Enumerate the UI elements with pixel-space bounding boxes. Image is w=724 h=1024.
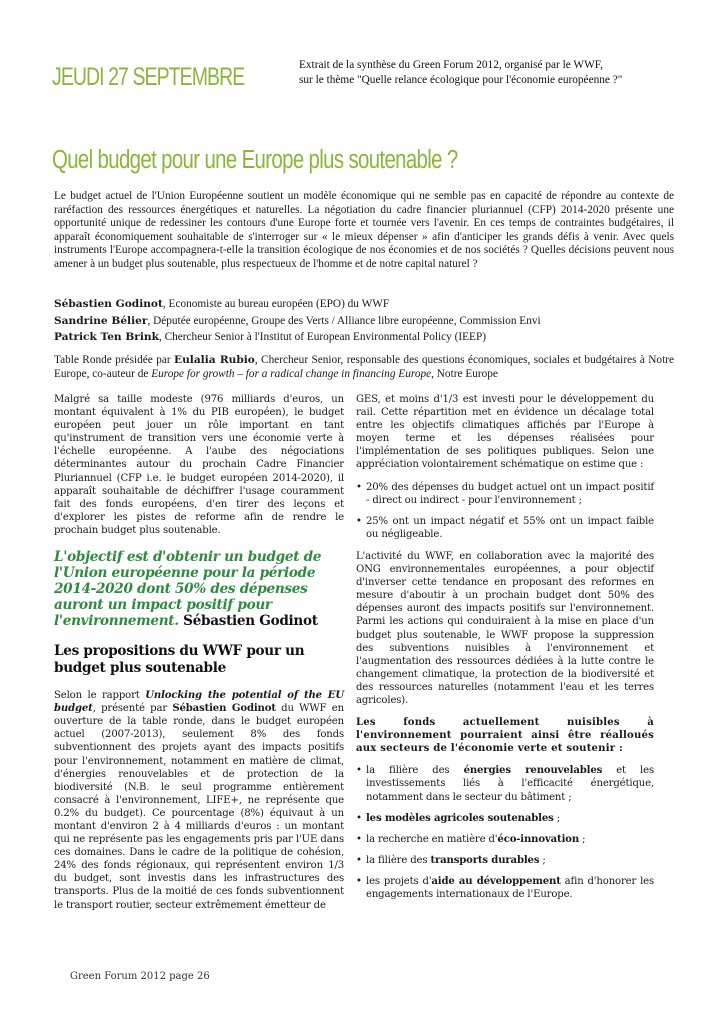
item-pre: la filière des	[366, 765, 464, 777]
speaker-name: Patrick Ten Brink	[54, 331, 159, 343]
page-footer: Green Forum 2012 page 26	[70, 971, 210, 982]
pull-quote	[54, 549, 344, 629]
item-pre: les projets d'	[366, 875, 432, 887]
item-post: ;	[579, 833, 586, 845]
page-title: Quel budget pour une Europe plus soutenable ?	[52, 146, 458, 174]
item-post: ;	[539, 854, 546, 866]
item-bold: énergies renouvelables	[463, 765, 603, 777]
speaker-role: , Economiste au bureau européen (EPO) du WWF	[162, 298, 390, 310]
chair-middle: , Chercheur Senior, responsable des questions économiques, sociales et budgétaires à Notre Europe, co-auteur de	[54, 354, 674, 380]
extract-line-2: sur le thème "Quelle relance écologique pour l'économie européenne ?"	[299, 73, 623, 86]
quote-text: L'objectif est d'obtenir un budget de l'Union européenne pour la période 2014-2020 dont 50% des dépenses auront un impact positif pour l'environnement.	[54, 549, 322, 630]
report-title: Unlocking the potential of the EU budget	[54, 690, 344, 715]
item-bold: transports durables	[430, 854, 540, 866]
chair-prefix: Table Ronde présidée par	[54, 354, 175, 366]
quote-author: Sébastien Godinot	[183, 613, 318, 630]
speaker-name: Sandrine Bélier	[54, 314, 148, 327]
chair-paragraph	[54, 353, 674, 381]
speaker-list	[54, 296, 674, 346]
para2-mid: , présenté par	[92, 703, 173, 715]
intro-paragraph: Le budget actuel de l'Union Européenne soutient un modèle économique qui ne semble pas en capacité de répondre au contexte de raréfaction des ressources énergétiques et naturelles. La négotiation du cadre financier pluriannuel (CFP) 2014-2020 présente une opportunité unique de redessiner les contours d'une Europe forte et tournée vers l'avenir. En ces temps de contraintes budgétaires, il apparaît économiquement souhaitable de s'interroger sur « le mieux dépenser » afin d'anticiper les grands défis à venir. Avec quels instruments l'Europe accompagnera-t-elle la transition écologique de nos économies et de nos sociétés ? Quelles décisions peuvent nous amener à un budget plus soutenable, plus respectueux de l'homme et de notre capital naturel ?	[54, 190, 674, 270]
chair-name: Eulalia Rubio	[174, 354, 255, 366]
list-item	[356, 875, 654, 901]
impact-bullet-list	[356, 481, 654, 541]
extract-line-1: Extrait de la synthèse du Green Forum 2012, organisé par le WWF,	[299, 59, 603, 71]
right-para-1: GES, et moins d'1/3 est investi pour le développement du rail. Cette répartition met en évidence un décalage total entre les objectifs climatiques affichés par l'Europe à moyen terme et les dépenses réalisées pour l'implémentation de ses politiques publiques. Selon une appréciation volontairement schématique on estime que :	[356, 394, 654, 471]
list-item	[356, 833, 654, 846]
right-column	[356, 393, 654, 910]
item-bold: aide au développement	[431, 875, 561, 887]
speaker-role: , Chercheur Senior à l'Institut of European Environmental Policy (IEEP)	[158, 331, 486, 343]
extract-note	[299, 58, 622, 87]
sector-bullet-list	[356, 764, 654, 901]
left-para-1: Malgré sa taille modeste (976 milliards d'euros, un montant équivalent à 1% du PIB européen), le budget européen peut jouer un rôle important en tant qu'instrument de transition vers une économie verte à l'échelle européenne. A l'aube des négociations déterminantes autour du prochain Cadre Financier Pluriannuel (CFP i.e. le budget européen 2014-2020), il apparaît souhaitable de déchiffrer l'usage couramment fait des fonds européens, d'en tirer des leçons et d'explorer les pistes de reforme afin de rendre le prochain budget plus soutenable.	[54, 394, 344, 536]
list-item: • 25% ont un impact négatif et 55% ont un impact faible ou négligeable.	[356, 515, 654, 541]
item-bold: éco-innovation	[497, 833, 580, 845]
chair-book-title: Europe for growth – for a radical change in financing Europe	[151, 368, 432, 380]
presenter-name: Sébastien Godinot	[172, 703, 276, 715]
date-heading: JEUDI 27 SEPTEMBRE	[52, 63, 245, 91]
right-para-2: L'activité du WWF, en collaboration avec la majorité des ONG environnementales européennes, a pour objectif d'inverser cette tendance en proposant des reformes en mesure d'aboutir à un prochain budget dont 50% des dépenses auront des impacts positifs sur l'environnement. Parmi les actions qui conduiraient à la mise en place d'un budget plus soutenable, le WWF propose la suppression des subventions nuisibles à l'environnement et l'augmentation des ressources dédiées à la lutte contre le changement climatique, la protection de la biodiversité et des ressources naturelles (notamment l'eau et les terres agricoles).	[356, 550, 654, 706]
speaker-name: Sébastien Godinot	[54, 298, 163, 310]
section-subheading: Les propositions du WWF pour un budget plus soutenable	[54, 643, 305, 677]
item-post: et les investissements liés à l'efficacité énergétique, notamment dans le secteur du bâtiment ;	[366, 765, 654, 803]
item-post: afin d'honorer les engagements internationaux de l'Europe.	[366, 875, 655, 900]
para2-rest: du WWF en ouverture de la table ronde, dans le budget européen actuel (2007-2013), seulement 8% des fonds subventionnent des projets ayant des impacts positifs pour l'environnement, notamment en matière de climat, d'énergies renouvelables et de protection de la biodiversité (N.B. le seul programme entièrement consacré à l'environnement, LIFE+, ne représente que 0.2% du budget). Ce pourcentage (8%) équivaut à un montant d'environ 2 à 4 milliards d'euros : un montant qui ne représente pas les engagements pris par l'UE dans ces domaines. Dans le cadre de la politique de cohésion, 24% des fonds régionaux, qui représentent environ 1/3 du budget, sont investis dans les infrastructures des transports. Plus de la moitié de ces fonds subventionnent le transport routier, secteur extrêmement émetteur de	[54, 703, 344, 911]
speaker-item	[54, 313, 674, 330]
para2-start: Selon le rapport	[54, 690, 146, 702]
reallocation-statement: Les fonds actuellement nuisibles à l'environnement pourraient ainsi être réalloués aux secteurs de l'économie verte et soutenir :	[356, 717, 654, 755]
item-pre: la filière des	[366, 854, 431, 866]
list-item	[356, 854, 654, 867]
chair-suffix: , Notre Europe	[431, 368, 498, 380]
list-item	[356, 764, 654, 803]
list-item: • 20% des dépenses du budget actuel ont un impact positif - direct ou indirect - pour l'environnement ;	[356, 481, 654, 507]
left-column	[54, 393, 344, 921]
item-bold: les modèles agricoles soutenables	[366, 812, 554, 824]
left-para-2	[54, 689, 344, 912]
speaker-item	[54, 329, 674, 346]
speaker-role: , Députée européenne, Groupe des Verts / Alliance libre européenne, Commission Envi	[147, 314, 541, 327]
item-pre: la recherche en matière d'	[366, 833, 498, 845]
item-post: ;	[553, 812, 560, 824]
list-item	[356, 812, 654, 825]
speaker-item	[54, 296, 674, 313]
